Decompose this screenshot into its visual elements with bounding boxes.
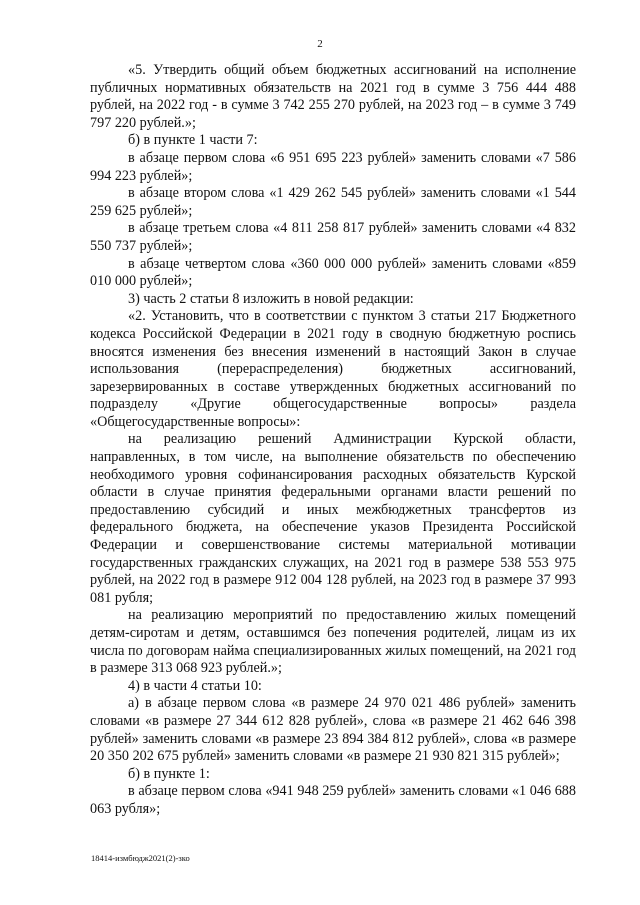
paragraph-abzac-3: в абзаце третьем слова «4 811 258 817 рублей» заменить словами «4 832 550 737 рублей»; <box>90 220 576 254</box>
paragraph-item-b: б) в пункте 1 части 7: <box>128 132 258 149</box>
document-body <box>90 62 576 819</box>
document-code-footer: 18414-измбюдж2021(2)-зко <box>91 853 190 863</box>
paragraph-abzac-4: в абзаце четвертом слова «360 000 000 рублей» заменить словами «859 010 000 рублей»; <box>90 255 576 290</box>
paragraph-housing-orphans: на реализацию мероприятий по предоставлению жилых помещений детям-сиротам и детям, оставшимся без попечения родителей, лицам из их числа по договорам найма специализированных жилых помещений, на 2021 год в размере 313 068 923 рублей.»; <box>90 607 576 677</box>
paragraph-item-4: 4) в части 4 статьи 10: <box>128 677 262 694</box>
paragraph-item-b-point-1: б) в пункте 1: <box>128 765 210 782</box>
paragraph-abzac-1: в абзаце первом слова «6 951 695 223 рублей» заменить словами «7 586 994 223 рублей»; <box>90 149 576 184</box>
paragraph-assignments-total: «5. Утвердить общий объем бюджетных ассигнований на исполнение публичных нормативных обязательств на 2021 год в сумме 3 756 444 488 рублей, на 2022 год - в сумме 3 742 255 270 рублей, на 2023 год – в сумме 3 749 797 220 рублей.»; <box>90 62 576 131</box>
paragraph-item-a: а) в абзаце первом слова «в размере 24 970 021 486 рублей» заменить словами «в размере 27 344 612 828 рублей», слова «в размере 21 462 646 398 рублей» заменить словами «в размере 23 894 384 812 рублей», слова «в размере 20 350 202 675 рублей» заменить словами «в размере 21 930 821 315 рублей»; <box>90 695 576 765</box>
paragraph-abzac-first-last: в абзаце первом слова «941 948 259 рублей» заменить словами «1 046 688 063 рубля»; <box>90 783 576 817</box>
paragraph-abzac-2: в абзаце втором слова «1 429 262 545 рублей» заменить словами «1 544 259 625 рублей»; <box>90 185 576 219</box>
page-number: 2 <box>317 38 323 50</box>
paragraph-item-3: 3) часть 2 статьи 8 изложить в новой редакции: <box>128 290 414 307</box>
paragraph-part-2: «2. Установить, что в соответствии с пунктом 3 статьи 217 Бюджетного кодекса Российской Федерации в 2021 году в сводную бюджетную роспись вносятся изменения без внесения изменений в настоящий Закон в случае использования (перераспределения) бюджетных ассигнований, зарезервированных в составе утвержденных бюджетных ассигнований по подразделу «Другие общегосударственные вопросы» раздела «Общегосударственные вопросы»: <box>90 308 576 430</box>
paragraph-administration-decisions: на реализацию решений Администрации Курской области, направленных, в том числе, на выполнение обязательств по обеспечению необходимого уровня софинансирования расходных обязательств Курской области в случае принятия федеральными органами власти решений по предоставлению субсидий и иных межбюджетных трансфертов из федерального бюджета, на обеспечение указов Президента Российской Федерации и совершенствование системы материальной мотивации государственных гражданских служащих, на 2021 год в размере 538 553 975 рублей, на 2022 год в размере 912 004 128 рублей, на 2023 год в размере 37 993 081 рубля; <box>90 431 576 606</box>
